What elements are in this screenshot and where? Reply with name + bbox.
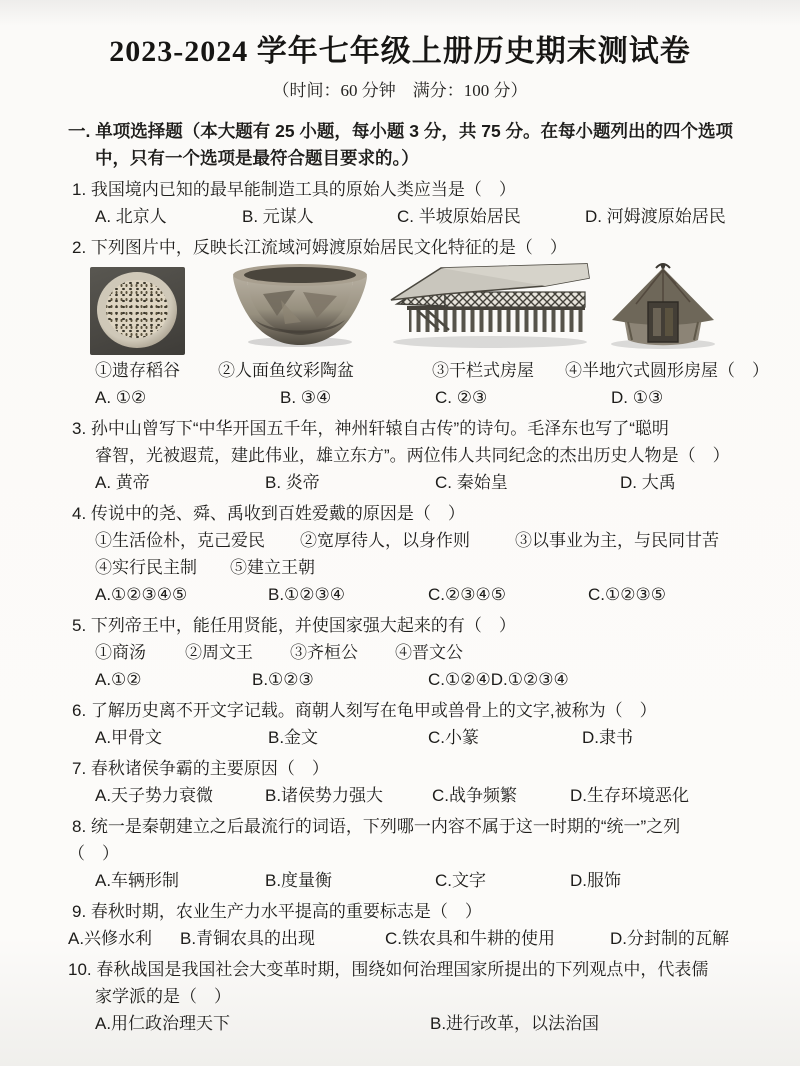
option-b: B.度量衡 [265, 871, 333, 890]
question-5-stem: 5. 下列帝王中，能任用贤能，并使国家强大起来的有（ ） [72, 616, 516, 635]
option-b: B.金文 [268, 728, 319, 747]
option-a: A.用仁政治理天下 [95, 1014, 231, 1033]
question-4-items-line1 [60, 527, 740, 554]
round-semi-subterranean-house-photo [604, 262, 722, 355]
question-1-options [60, 203, 740, 230]
option-a: A.兴修水利 [68, 929, 153, 948]
section-heading-line2: 中，只有一个选项是最符合题目要求的。） [95, 148, 419, 168]
section-heading-line1: 一. 单项选择题（本大题有 25 小题，每小题 3 分，共 75 分。在每小题列出的四个选项 [68, 121, 734, 141]
item-2: ②宽厚待人，以身作则 [300, 531, 470, 550]
question-2 [60, 234, 769, 411]
option-b: B.①②③ [252, 670, 314, 689]
option-c: C.①②④ [428, 670, 491, 689]
question-2-captions [60, 357, 769, 384]
option-d: D. ①③ [611, 388, 664, 407]
option-b: B.诸侯势力强大 [265, 786, 384, 805]
item-2: ②周文王 [185, 643, 253, 662]
option-c: C.②③④⑤ [428, 585, 506, 604]
option-a: A.车辆形制 [95, 871, 180, 890]
option-b: B. 炎帝 [265, 473, 320, 492]
option-a: A. 北京人 [95, 207, 167, 226]
question-7-stem: 7. 春秋诸侯争霸的主要原因（ ） [72, 759, 329, 778]
option-a: A.天子势力衰微 [95, 786, 214, 805]
item-5: ⑤建立王朝 [230, 558, 315, 577]
option-b: B. 元谋人 [242, 207, 314, 226]
painted-pottery-basin-photo [225, 260, 375, 355]
option-b: B. ③④ [280, 388, 332, 407]
option-d: D. 河姆渡原始居民 [585, 207, 726, 226]
option-b: B.进行改革，以法治国 [430, 1014, 600, 1033]
question-5-items [60, 639, 740, 666]
question-3-stem-line2: 睿智，光被遐荒，建此伟业，雄立东方”。两位伟人共同纪念的杰出历史人物是（ ） [95, 446, 730, 465]
question-5 [60, 612, 740, 693]
question-6-stem: 6. 了解历史离不开文字记载。商朝人刻写在龟甲或兽骨上的文字,被称为（ ） [72, 701, 657, 720]
option-b: B.青铜农具的出现 [180, 929, 316, 948]
exam-meta: （时间：60 分钟 满分：100 分） [272, 81, 528, 100]
stilt-house-photo [387, 262, 592, 355]
question-6-options [60, 724, 740, 751]
item-1: ①生活俭朴，克己爱民 [95, 531, 265, 550]
option-a: A.①② [95, 670, 142, 689]
option-c: C.小篆 [428, 728, 479, 747]
option-d: D.分封制的瓦解 [610, 929, 729, 948]
page-title: 2023-2024 学年七年级上册历史期末测试卷 [109, 35, 691, 68]
question-4 [60, 500, 740, 608]
question-8-stem-line2: （ ） [68, 844, 119, 863]
question-4-options [60, 581, 740, 608]
option-d: D.隶书 [582, 728, 633, 747]
rice-grain-remains-photo [90, 267, 185, 355]
option-a: A. ①② [95, 388, 147, 407]
option-c: C.文字 [435, 871, 486, 890]
question-2-figures [60, 263, 740, 355]
question-3-stem-line1: 3. 孙中山曾写下“中华开国五千年，神州轩辕自古传”的诗句。毛泽东也写了“聪明 [72, 419, 669, 438]
item-4: ④实行民主制 [95, 558, 197, 577]
option-d: D.①②③④ [490, 670, 569, 689]
question-5-options [60, 666, 740, 693]
option-c: C.铁农具和牛耕的使用 [385, 929, 555, 948]
question-9 [60, 898, 740, 952]
question-2-stem: 2. 下列图片中，反映长江流域河姆渡原始居民文化特征的是（ ） [72, 238, 567, 257]
question-7-options [60, 782, 740, 809]
section-heading [60, 118, 740, 172]
question-9-stem: 9. 春秋时期，农业生产力水平提高的重要标志是（ ） [72, 902, 482, 921]
option-a: A.①②③④⑤ [95, 585, 188, 604]
question-3 [60, 415, 740, 496]
question-4-stem: 4. 传说中的尧、舜、禹收到百姓爱戴的原因是（ ） [72, 504, 465, 523]
option-c: C. 秦始皇 [435, 473, 508, 492]
question-10-stem-line1: 10. 春秋战国是我国社会大变革时期，围绕如何治理国家所提出的下列观点中，代表儒 [68, 960, 709, 979]
question-3-options [60, 469, 740, 496]
item-3: ③以事业为主，与民同甘苦 [515, 531, 719, 550]
question-8-options [60, 867, 740, 894]
question-10-stem-line2: 家学派的是（ ） [95, 987, 231, 1006]
question-1-stem: 1. 我国境内已知的最早能制造工具的原始人类应当是（ ） [72, 180, 516, 199]
option-c: C.战争频繁 [432, 786, 517, 805]
question-4-items-line2 [60, 554, 740, 581]
question-1 [60, 176, 740, 230]
option-d: D. 大禹 [620, 473, 676, 492]
question-8 [60, 813, 740, 894]
figure-caption-4: ④半地穴式圆形房屋（ ） [565, 361, 769, 380]
item-3: ③齐桓公 [290, 643, 358, 662]
option-d: D.服饰 [570, 871, 621, 890]
figure-caption-2: ②人面鱼纹彩陶盆 [218, 361, 354, 380]
question-10 [60, 956, 740, 1037]
option-d: D.生存环境恶化 [570, 786, 689, 805]
option-a: A.甲骨文 [95, 728, 163, 747]
figure-caption-3: ③干栏式房屋 [432, 361, 534, 380]
question-9-options [60, 925, 740, 952]
question-6 [60, 697, 740, 751]
figure-caption-1: ①遗存稻谷 [95, 361, 180, 380]
option-b: B.①②③④ [268, 585, 346, 604]
option-c: C. ②③ [435, 388, 488, 407]
question-7 [60, 755, 740, 809]
question-8-stem-line1: 8. 统一是秦朝建立之后最流行的词语，下列哪一内容不属于这一时期的“统一”之列 [72, 817, 681, 836]
question-10-options [60, 1010, 740, 1037]
item-1: ①商汤 [95, 643, 146, 662]
option-d: C.①②③⑤ [588, 585, 666, 604]
option-c: C. 半坡原始居民 [397, 207, 521, 226]
item-4: ④晋文公 [395, 643, 463, 662]
option-a: A. 黄帝 [95, 473, 150, 492]
question-2-options [60, 384, 740, 411]
rice-grains [106, 280, 168, 338]
